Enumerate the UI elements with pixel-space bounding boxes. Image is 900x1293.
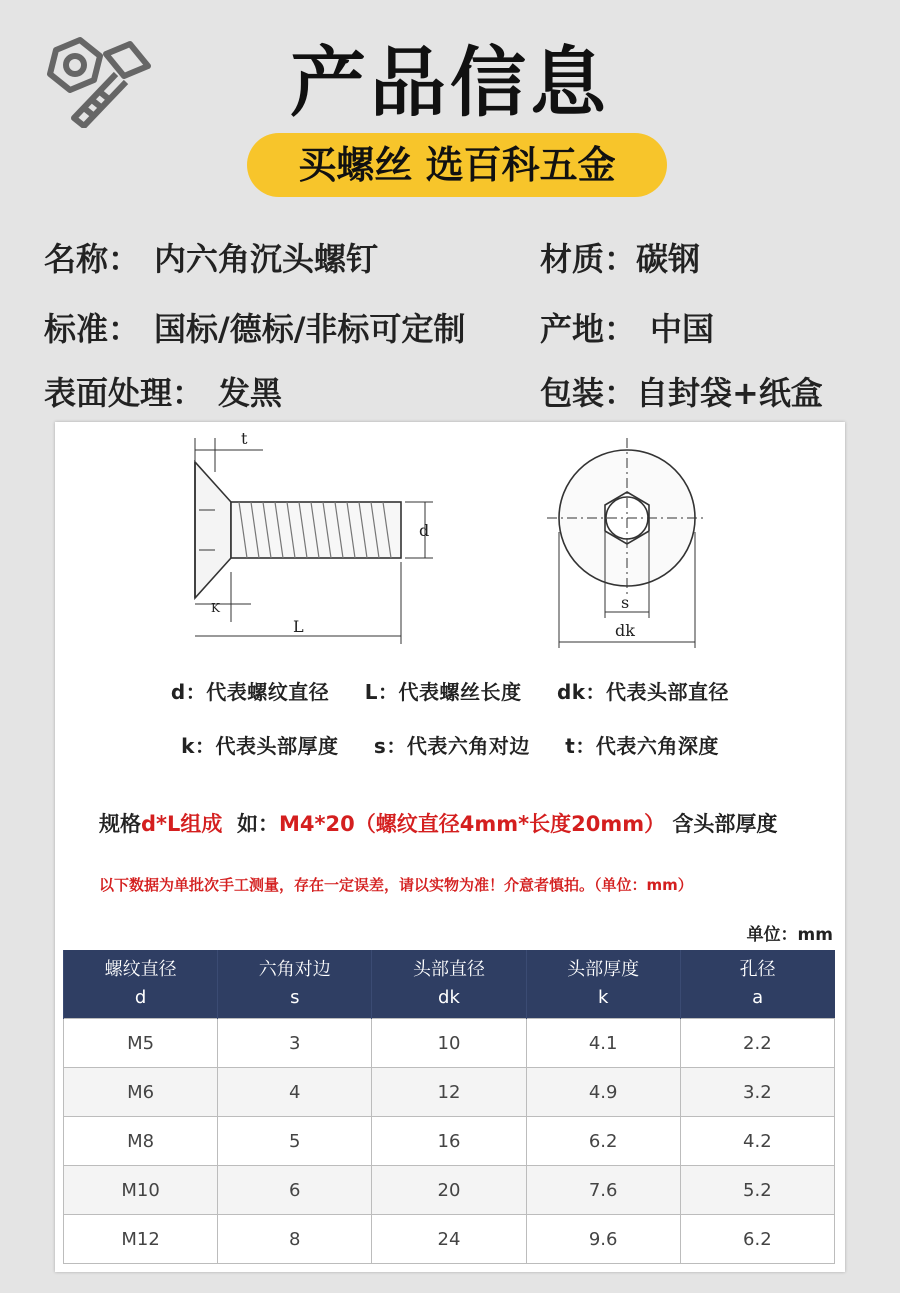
spec-mid: 如： (237, 812, 280, 836)
table-cell: 16 (372, 1117, 526, 1166)
table-cell: M8 (64, 1117, 218, 1166)
col-header-name: 头部直径 (412, 959, 485, 980)
col-header-s (218, 950, 372, 1019)
spec-prefix: 规格 (99, 812, 141, 836)
col-header-name: 六角对边 (258, 959, 331, 980)
table-cell: 4.9 (526, 1068, 680, 1117)
col-header-name: 螺纹直径 (104, 959, 177, 980)
table-cell: 3 (218, 1019, 372, 1068)
dim-label-L: L (293, 617, 304, 636)
col-header-name: 孔径 (739, 959, 776, 980)
dim-label-s: s (621, 593, 630, 612)
table-row (64, 1215, 835, 1264)
table-cell: 10 (372, 1019, 526, 1068)
table-cell: M5 (64, 1019, 218, 1068)
info-surface (44, 368, 282, 414)
table-cell: M6 (64, 1068, 218, 1117)
col-header-symbol: d (134, 987, 147, 1008)
measurement-warning: 以下数据为单批次手工测量，存在一定误差，请以实物为准！介意者慎拍。（单位：mm） (99, 876, 693, 894)
spec-table (63, 950, 835, 1264)
screw-diagram (55, 422, 845, 682)
table-cell: 2.2 (680, 1019, 834, 1068)
spec-formula: d*L组成 (141, 812, 223, 836)
table-cell: 4.1 (526, 1019, 680, 1068)
col-header-name: 头部厚度 (567, 959, 640, 980)
dim-label-k: K (211, 601, 220, 615)
package-value: 自封袋+纸盒 (636, 374, 823, 412)
name-value: 内六角沉头螺钉 (154, 240, 379, 278)
table-cell: 7.6 (526, 1166, 680, 1215)
table-cell: 6 (218, 1166, 372, 1215)
standard-label: 标准： (44, 310, 141, 348)
legend-row-2 (55, 730, 845, 759)
unit-label: 单位：mm (746, 925, 833, 945)
name-label: 名称： (44, 240, 141, 278)
legend-k: k：代表头部厚度 (181, 734, 339, 758)
table-cell: 6.2 (680, 1215, 834, 1264)
legend-row-1 (55, 676, 845, 705)
table-row (64, 1019, 835, 1068)
spec-note (99, 808, 777, 838)
table-cell: 6.2 (526, 1117, 680, 1166)
col-header-symbol: s (290, 987, 300, 1008)
legend-t: t：代表六角深度 (565, 734, 719, 758)
legend-d: d：代表螺纹直径 (170, 680, 330, 704)
surface-value: 发黑 (218, 374, 283, 412)
table-header-row (64, 950, 835, 1019)
surface-label: 表面处理： (44, 374, 205, 412)
table-row (64, 1068, 835, 1117)
table-cell: 20 (372, 1166, 526, 1215)
col-header-dk (372, 950, 526, 1019)
table-cell: 24 (372, 1215, 526, 1264)
table-cell: M10 (64, 1166, 218, 1215)
slogan-badge: 买螺丝 选百科五金 (247, 133, 667, 197)
material-value: 碳钢 (636, 240, 701, 278)
table-cell: 4 (218, 1068, 372, 1117)
legend-dk: dk：代表头部直径 (556, 680, 730, 704)
col-header-d (64, 950, 218, 1019)
table-cell: 3.2 (680, 1068, 834, 1117)
col-header-k (526, 950, 680, 1019)
dim-label-dk: dk (615, 621, 635, 640)
table-cell: 9.6 (526, 1215, 680, 1264)
material-label: 材质： (540, 240, 637, 278)
col-header-symbol: a (752, 987, 764, 1008)
legend-L: L：代表螺丝长度 (364, 680, 522, 704)
col-header-a (680, 950, 834, 1019)
table-cell: 12 (372, 1068, 526, 1117)
info-origin (540, 304, 714, 350)
spec-example: M4*20（螺纹直径4mm*长度20mm） (279, 812, 666, 836)
info-package (540, 368, 823, 414)
table-cell: 5.2 (680, 1166, 834, 1215)
legend-s: s：代表六角对边 (373, 734, 530, 758)
table-row (64, 1166, 835, 1215)
col-header-symbol: k (597, 987, 609, 1008)
info-material (540, 234, 700, 280)
spec-suffix: 含头部厚度 (672, 812, 778, 836)
origin-value: 中国 (650, 310, 715, 348)
dim-label-d: d (419, 521, 430, 540)
table-row (64, 1117, 835, 1166)
col-header-symbol: dk (438, 987, 460, 1008)
table-cell: M12 (64, 1215, 218, 1264)
dim-label-t: t (241, 429, 248, 448)
standard-value: 国标/德标/非标可定制 (154, 310, 466, 348)
spec-panel (55, 422, 845, 1272)
table-cell: 5 (218, 1117, 372, 1166)
info-name (44, 234, 378, 280)
page-title: 产品信息 (290, 38, 610, 127)
package-label: 包装： (540, 374, 637, 412)
table-cell: 4.2 (680, 1117, 834, 1166)
origin-label: 产地： (540, 310, 637, 348)
table-cell: 8 (218, 1215, 372, 1264)
info-standard (44, 304, 465, 350)
